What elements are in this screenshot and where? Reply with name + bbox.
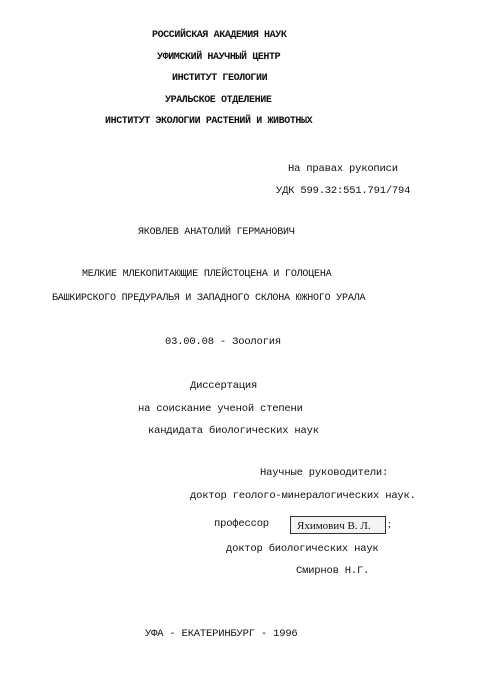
footer-city-year: УФА - ЕКАТЕРИНБУРГ - 1996	[145, 628, 298, 640]
header-branch: УРАЛЬСКОЕ ОТДЕЛЕНИЕ	[165, 95, 272, 106]
second-supervisor-name: Смирнов Н.Г.	[296, 565, 370, 577]
udk-code: УДК 599.32:551.791/794	[276, 185, 411, 197]
first-supervisor-title: профессор	[214, 518, 269, 530]
first-supervisor-degree: доктор геолого-минералогических наук.	[190, 490, 416, 502]
thesis-title-line-2: БАШКИРСКОГО ПРЕДУРАЛЬЯ И ЗАПАДНОГО СКЛОНА ЮЖНОГО УРАЛА	[52, 293, 366, 304]
header-ecology-institute: ИНСТИТУТ ЭКОЛОГИИ РАСТЕНИЙ И ЖИВОТНЫХ	[105, 116, 313, 127]
thesis-title-line-1: МЕЛКИЕ МЛЕКОПИТАЮЩИЕ ПЛЕЙСТОЦЕНА И ГОЛОЦЕНА	[82, 269, 332, 280]
manuscript-rights: На правах рукописи	[288, 163, 398, 175]
first-supervisor-name-stamp: Яхимович В. Л.	[290, 516, 386, 534]
dissertation-degree: кандидата биологических наук	[148, 425, 319, 437]
header-academy: РОССИЙСКАЯ АКАДЕМИЯ НАУК	[152, 30, 287, 41]
handwritten-mark: ;	[388, 518, 392, 530]
second-supervisor-degree: доктор биологических наук	[226, 543, 379, 555]
dissertation-purpose: на соискание ученой степени	[138, 403, 303, 415]
supervisors-heading: Научные руководители:	[260, 467, 389, 479]
dissertation-type: Диссертация	[190, 380, 258, 392]
specialty: 03.00.08 - Зоология	[165, 336, 281, 348]
header-center: УФИМСКИЙ НАУЧНЫЙ ЦЕНТР	[157, 52, 281, 63]
author-name: ЯКОВЛЕВ АНАТОЛИЙ ГЕРМАНОВИЧ	[138, 227, 295, 238]
header-institute: ИНСТИТУТ ГЕОЛОГИИ	[172, 73, 268, 84]
